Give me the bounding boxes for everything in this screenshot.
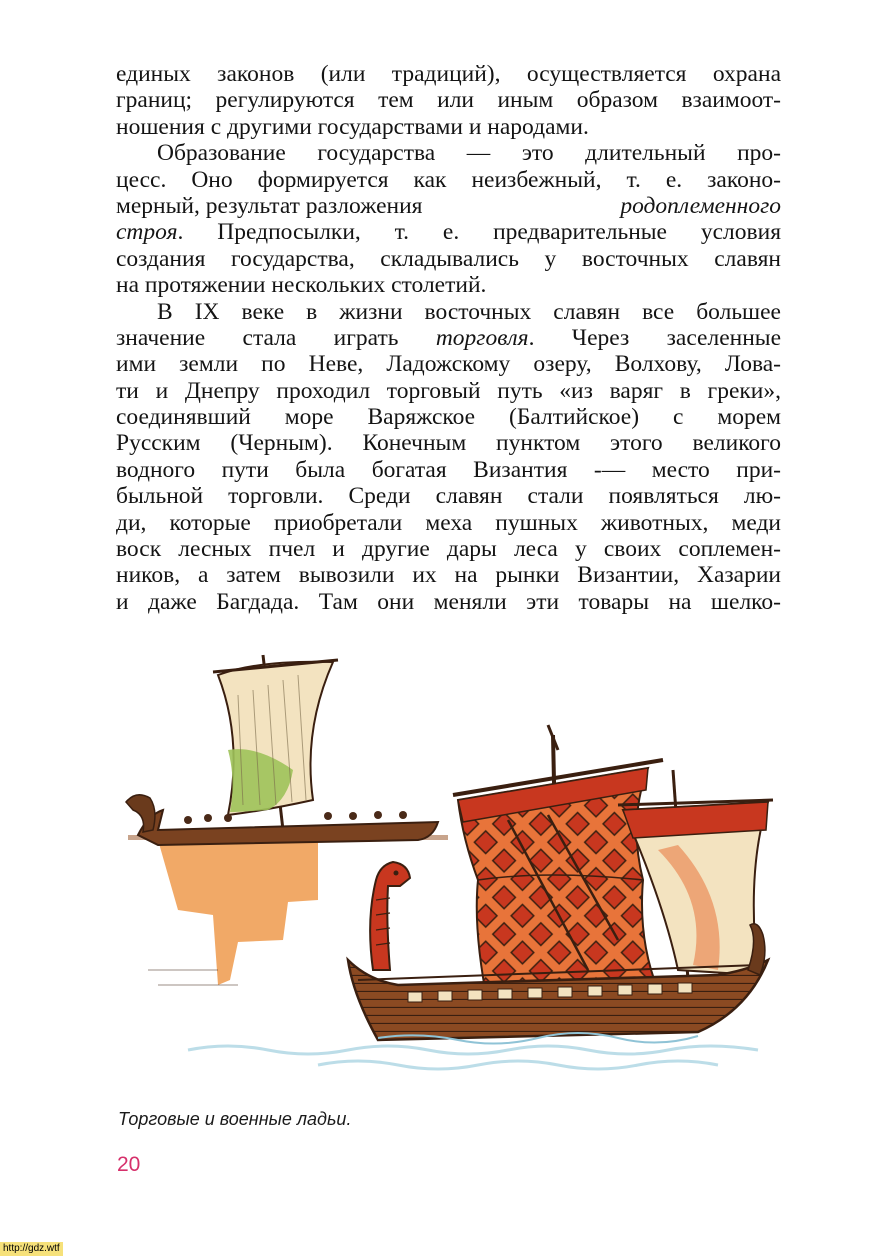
boats-drawing bbox=[118, 640, 778, 1090]
text-line: на протяжении нескольких столетий. bbox=[116, 272, 487, 299]
warship bbox=[348, 725, 773, 1040]
term-stroya: строя bbox=[116, 219, 178, 246]
text-fragment: . Предпосылки, т. е. предварительные условия bbox=[177, 219, 781, 246]
trade-boat bbox=[126, 655, 438, 845]
text-line: единых законов (или традиций), осуществляется охрана bbox=[116, 61, 781, 87]
text-line: воск лесных пчел и другие дары леса у своих соплемен- bbox=[116, 536, 781, 563]
text-line: соединявший море Варяжское (Балтийское) с морем bbox=[116, 404, 781, 431]
text-fragment: значение стала играть bbox=[116, 324, 399, 351]
text-line: водного пути была богатая Византия -— место при- bbox=[116, 456, 781, 483]
paragraph-start: В IX веке в жизни восточных славян все большее bbox=[157, 298, 781, 325]
figure-caption: Торговые и военные ладьи. bbox=[118, 1109, 352, 1129]
paragraph-start: Образование государства — это длительный про- bbox=[157, 140, 781, 167]
term-torgovlya: торговля bbox=[435, 324, 529, 351]
term-rodoplemennoy: родоплеменного bbox=[620, 192, 781, 219]
water-reflection bbox=[128, 835, 448, 985]
text-line: Русским (Черным). Конечным пунктом этого великого bbox=[116, 430, 781, 457]
text-line: ников, а затем вывозили их на рынки Византии, Хазарии bbox=[116, 562, 781, 589]
boats-illustration bbox=[118, 640, 778, 1090]
text-line bbox=[116, 193, 781, 219]
text-line: ти и Днепру проходил торговый путь «из варяг в греки», bbox=[116, 377, 781, 404]
text-line: границ; регулируются тем или иным образом взаимоот- bbox=[116, 87, 781, 114]
source-watermark: http://gdz.wtf bbox=[0, 1242, 63, 1256]
main-text bbox=[116, 61, 781, 615]
text-line: быльной торговли. Среди славян стали появляться лю- bbox=[116, 483, 781, 510]
text-line: и даже Багдада. Там они меняли эти товары на шелко- bbox=[116, 588, 781, 615]
text-line: создания государства, складывались у восточных славян bbox=[116, 245, 781, 272]
text-line bbox=[116, 325, 781, 351]
text-line: ношения с другими государствами и народами. bbox=[116, 113, 589, 140]
text-line: ими земли по Неве, Ладожскому озеру, Волхову, Лова- bbox=[116, 351, 781, 378]
text-fragment: мерный, результат разложения bbox=[116, 192, 423, 219]
text-fragment: . Через заселенные bbox=[528, 324, 782, 351]
page-number: 20 bbox=[117, 1153, 141, 1176]
text-line bbox=[116, 219, 781, 245]
text-line: ди, которые приобретали меха пушных животных, меди bbox=[116, 509, 781, 536]
text-line: цесс. Оно формируется как неизбежный, т. е. законо- bbox=[116, 166, 781, 193]
